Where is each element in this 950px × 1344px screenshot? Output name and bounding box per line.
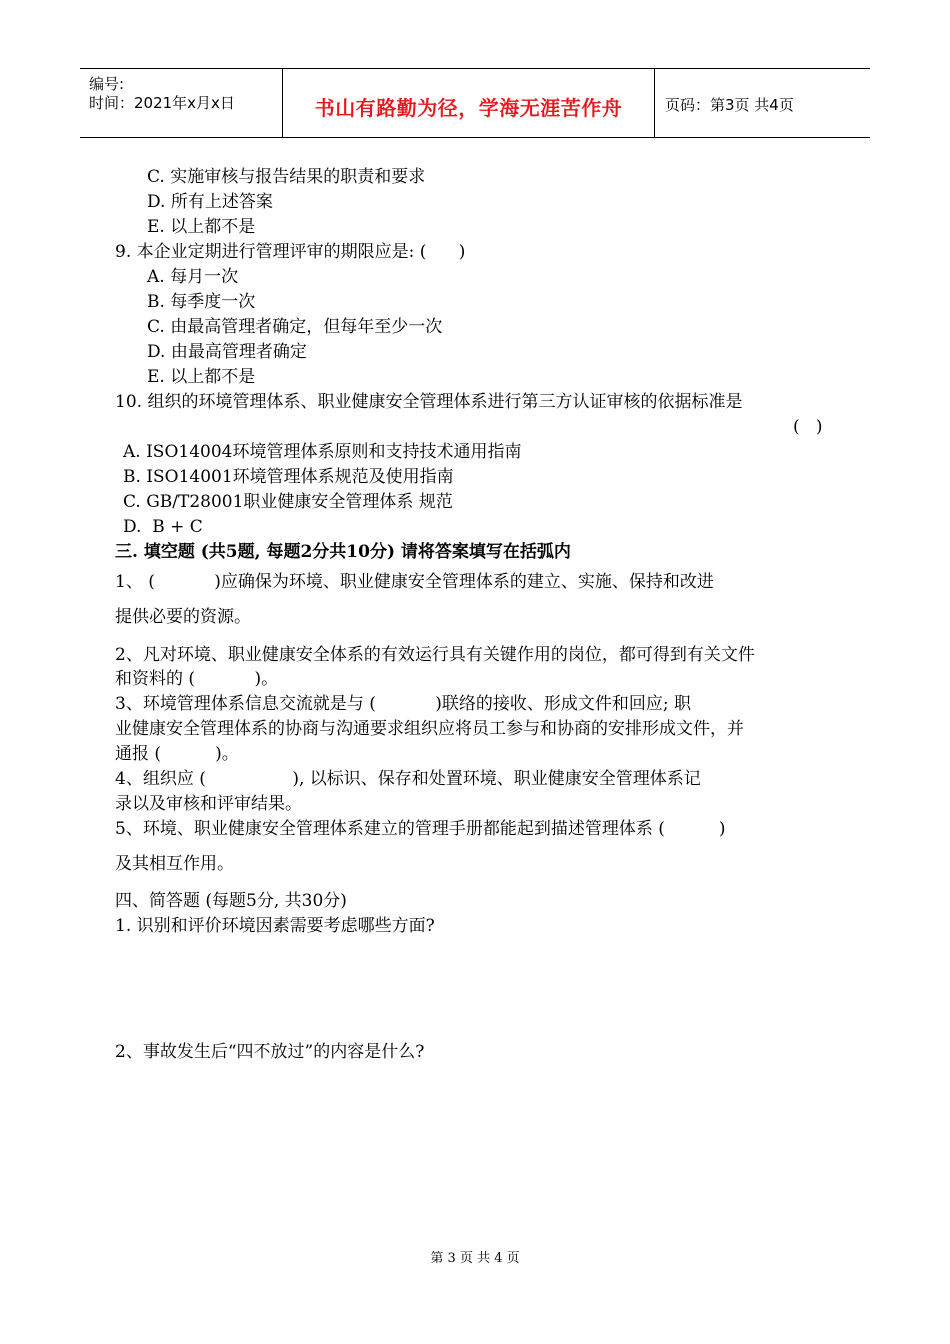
fill-question-1-cont: 提供必要的资源。 [115,607,251,627]
short-answer-1: 1. 识别和评价环境因素需要考虑哪些方面? [115,916,435,936]
header-page-cell [655,69,870,137]
document-number-label: 编号: [89,75,125,93]
q9-option-c: C. 由最高管理者确定，但每年至少一次 [147,317,443,337]
q9-option-e: E. 以上都不是 [147,367,256,387]
section-4-heading: 四、简答题 (每题5分, 共30分) [115,891,347,911]
header-info-cell [80,69,283,137]
fill-question-2-cont: 和资料的 ( )。 [115,669,279,689]
q10-option-b: B. ISO14001环境管理体系规范及使用指南 [123,467,454,487]
question-10: 10. 组织的环境管理体系、职业健康安全管理体系进行第三方认证审核的依据标准是 [115,392,743,412]
q9-option-d: D. 由最高管理者确定 [147,342,307,362]
fill-question-3-cont: 业健康安全管理体系的协商与沟通要求组织应将员工参与和协商的安排形成文件，并 [115,719,744,739]
fill-question-4-cont: 录以及审核和评审结果。 [115,794,302,814]
fill-question-1: 1、 ( )应确保为环境、职业健康安全管理体系的建立、实施、保持和改进 [115,572,714,592]
header-motto: 书山有路勤为径，学海无涯苦作舟 [314,96,623,120]
fill-question-5: 5、环境、职业健康安全管理体系建立的管理手册都能起到描述管理体系 ( ) [115,819,726,839]
q8-option-c: C. 实施审核与报告结果的职责和要求 [147,167,426,187]
q10-option-a: A. ISO14004环境管理体系原则和支持技术通用指南 [123,442,522,462]
q8-option-e: E. 以上都不是 [147,217,256,237]
fill-question-2: 2、凡对环境、职业健康安全体系的有效运行具有关键作用的岗位，都可得到有关文件 [115,645,755,665]
page-footer: 第 3 页 共 4 页 [430,1251,520,1266]
fill-question-5-cont: 及其相互作用。 [115,854,234,874]
document-time-label: 时间：2021年x月x日 [89,94,235,112]
q9-option-a: A. 每月一次 [147,267,239,287]
page-header [80,68,870,138]
question-9: 9. 本企业定期进行管理评审的期限应是: ( ) [115,242,466,262]
fill-question-3: 3、环境管理体系信息交流就是与 ( )联络的接收、形成文件和回应; 职 [115,694,692,714]
short-answer-2: 2、事故发生后“四不放过”的内容是什么? [115,1042,425,1062]
header-motto-cell [283,69,655,137]
fill-question-4: 4、组织应 ( ), 以标识、保存和处置环境、职业健康安全管理体系记 [115,769,701,789]
fill-question-3-end: 通报 ( )。 [115,744,239,764]
q9-option-b: B. 每季度一次 [147,292,256,312]
q10-option-d: D. B + C [123,517,203,537]
section-3-heading: 三. 填空题 (共5题, 每题2分共10分) 请将答案填写在括弧内 [115,542,571,562]
header-page-number: 页码：第3页 共4页 [665,96,794,114]
q10-option-c: C. GB/T28001职业健康安全管理体系 规范 [123,492,453,512]
question-10-answer-bracket: ( ) [793,417,823,437]
q8-option-d: D. 所有上述答案 [147,192,273,212]
